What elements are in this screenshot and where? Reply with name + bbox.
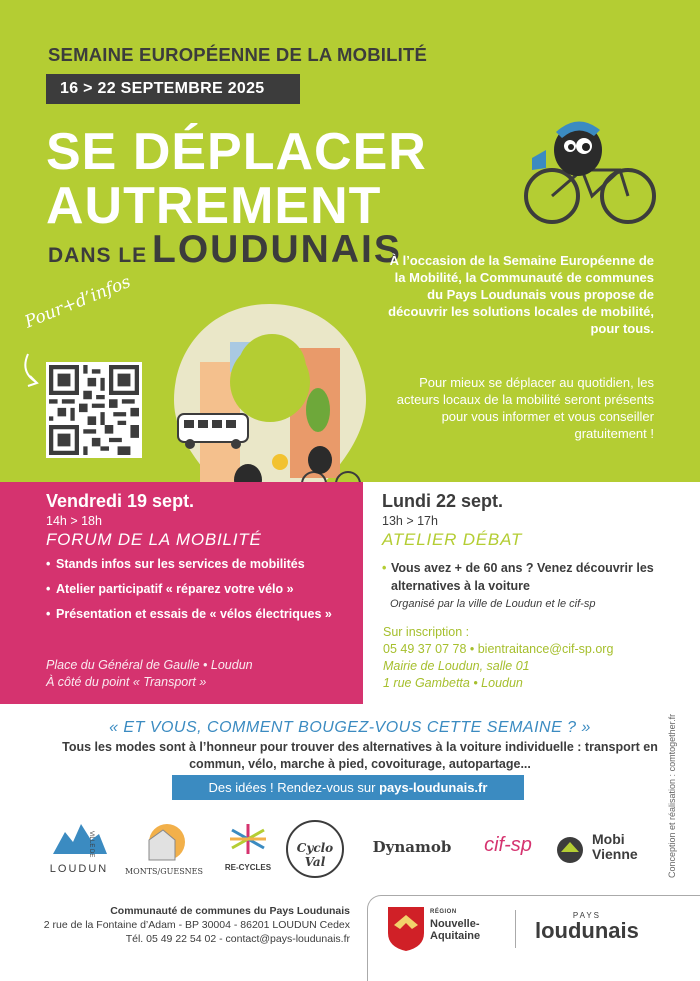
friday-bullet: • Stands infos sur les services de mobilités: [46, 556, 351, 573]
partner-logos: [40, 820, 660, 892]
monday-inscription: [383, 624, 613, 692]
vienne-text: Vienne: [592, 846, 638, 862]
friday-place-line1: Place du Général de Gaulle • Loudun: [46, 658, 253, 672]
date-banner: 16 > 22 SEPTEMBRE 2025: [46, 74, 300, 104]
dynamob-text: Dynamob: [372, 838, 452, 856]
intro-paragraph-1: À l’occasion de la Semaine Européenne de la Mobilité, la Communauté de communes du Pays Loudunais vous propose de découvrir les solutions locales de mobilité, pour tous.: [388, 253, 654, 336]
pays-small: PAYS: [572, 911, 602, 920]
qr-code-icon: [49, 365, 139, 455]
logo-monts-guesnes: [122, 820, 206, 876]
community-address: 2 rue de la Fontaine d’Adam - BP 30004 - 86201 LOUDUN Cedex: [43, 919, 350, 931]
event-title: SEMAINE EUROPÉENNE DE LA MOBILITÉ: [48, 44, 428, 65]
monts-text: MONTS/GUESNES: [124, 867, 204, 876]
monts-house-icon: [139, 820, 189, 862]
loudun-text: LOUDUN: [49, 863, 109, 876]
community-name: Communauté de communes du Pays Loudunais: [110, 905, 350, 917]
logo-cif-sp: [472, 834, 544, 857]
friday-day: Vendredi 19 sept.: [46, 491, 195, 511]
cyclist-mascot-illustration: [520, 110, 660, 226]
pays-loudunais-logo: [535, 911, 639, 943]
monday-organizer: Organisé par la ville de Loudun et le cif-sp: [390, 598, 596, 610]
mobi-vienne-icon: [556, 836, 584, 864]
website-banner[interactable]: [172, 775, 524, 800]
monday-day: Lundi 22 sept.: [382, 491, 504, 511]
region-small: RÉGION: [430, 909, 457, 915]
recycles-star-icon: [226, 820, 270, 858]
monday-event: ATELIER DÉBAT: [382, 530, 523, 549]
headline-dans-le: DANS LE: [48, 244, 148, 267]
modes-text: Tous les modes sont à l’honneur pour trouver des alternatives à la voiture individuelle : transport en commun, vélo, marche à pied, covoiturage, autopartage...: [62, 740, 658, 771]
mobi-text: Mobi: [592, 831, 625, 847]
region-name2: Aquitaine: [430, 930, 481, 942]
headline-line2: AUTREMENT: [46, 177, 382, 235]
intro-paragraph-2: Pour mieux se déplacer au quotidien, les acteurs locaux de la mobilité seront présents pour vous informer et vous conseiller gratuitement !: [396, 375, 654, 441]
monday-bullet: • Vous avez + de 60 ans ? Venez découvrir les alternatives à la voiture: [382, 559, 682, 595]
logo-cyclo-val: [280, 820, 350, 878]
design-credit: Conception et réalisation : comtogether.fr: [667, 713, 677, 878]
friday-place: [46, 657, 253, 691]
friday-bullets: [46, 556, 351, 631]
qr-code[interactable]: [46, 362, 142, 458]
community-contact: [44, 904, 350, 946]
monday-place-line1: Mairie de Loudun, salle 01: [383, 659, 530, 673]
friday-event: FORUM DE LA MOBILITÉ: [46, 530, 262, 549]
region-name: [430, 906, 480, 942]
cifsp-text: cif-sp: [484, 834, 532, 856]
banner-text: Des idées ! Rendez-vous sur: [208, 780, 380, 795]
headline-loudunais: LOUDUNAIS: [152, 228, 402, 271]
pin-hole: [238, 334, 306, 402]
curved-arrow-icon: [20, 352, 46, 388]
monday-bullets: [382, 559, 682, 595]
headline-line1: SE DÉPLACER: [46, 123, 427, 181]
inscription-contact[interactable]: 05 49 37 07 78 • bientraitance@cif-sp.org: [383, 642, 614, 656]
logo-dynamob: [366, 838, 458, 856]
logo-ville-loudun: [44, 820, 114, 875]
cyclo-val-text: Cyclo Val: [286, 820, 344, 878]
community-phone[interactable]: Tél. 05 49 22 54 02 - contact@pays-loudunais.fr: [125, 933, 350, 945]
loudun-small: VILLE DE: [88, 831, 94, 858]
region-name1: Nouvelle-: [430, 918, 480, 930]
recycles-text: RE-CYCLES: [224, 863, 272, 872]
inscription-label: Sur inscription :: [383, 625, 470, 639]
friday-time: 14h > 18h: [46, 514, 102, 528]
pays-big: loudunais: [535, 918, 639, 943]
friday-bullet: • Présentation et essais de « vélos électriques »: [46, 606, 351, 623]
friday-place-line2: À côté du point « Transport »: [46, 675, 207, 689]
region-shield-icon: [386, 905, 426, 953]
website-link[interactable]: pays-loudunais.fr: [379, 780, 488, 795]
question-heading: « ET VOUS, COMMENT BOUGEZ-VOUS CETTE SEMAINE ? »: [109, 719, 591, 736]
monday-place-line2: 1 rue Gambetta • Loudun: [383, 676, 523, 690]
logo-recycles: [218, 820, 278, 872]
pour-infos-label: Pour+d’infos: [22, 271, 134, 333]
monday-time: 13h > 17h: [382, 514, 438, 528]
friday-bullet: • Atelier participatif « réparez votre vélo »: [46, 581, 351, 598]
divider: [515, 910, 516, 948]
loudun-tower-icon: [49, 820, 109, 856]
